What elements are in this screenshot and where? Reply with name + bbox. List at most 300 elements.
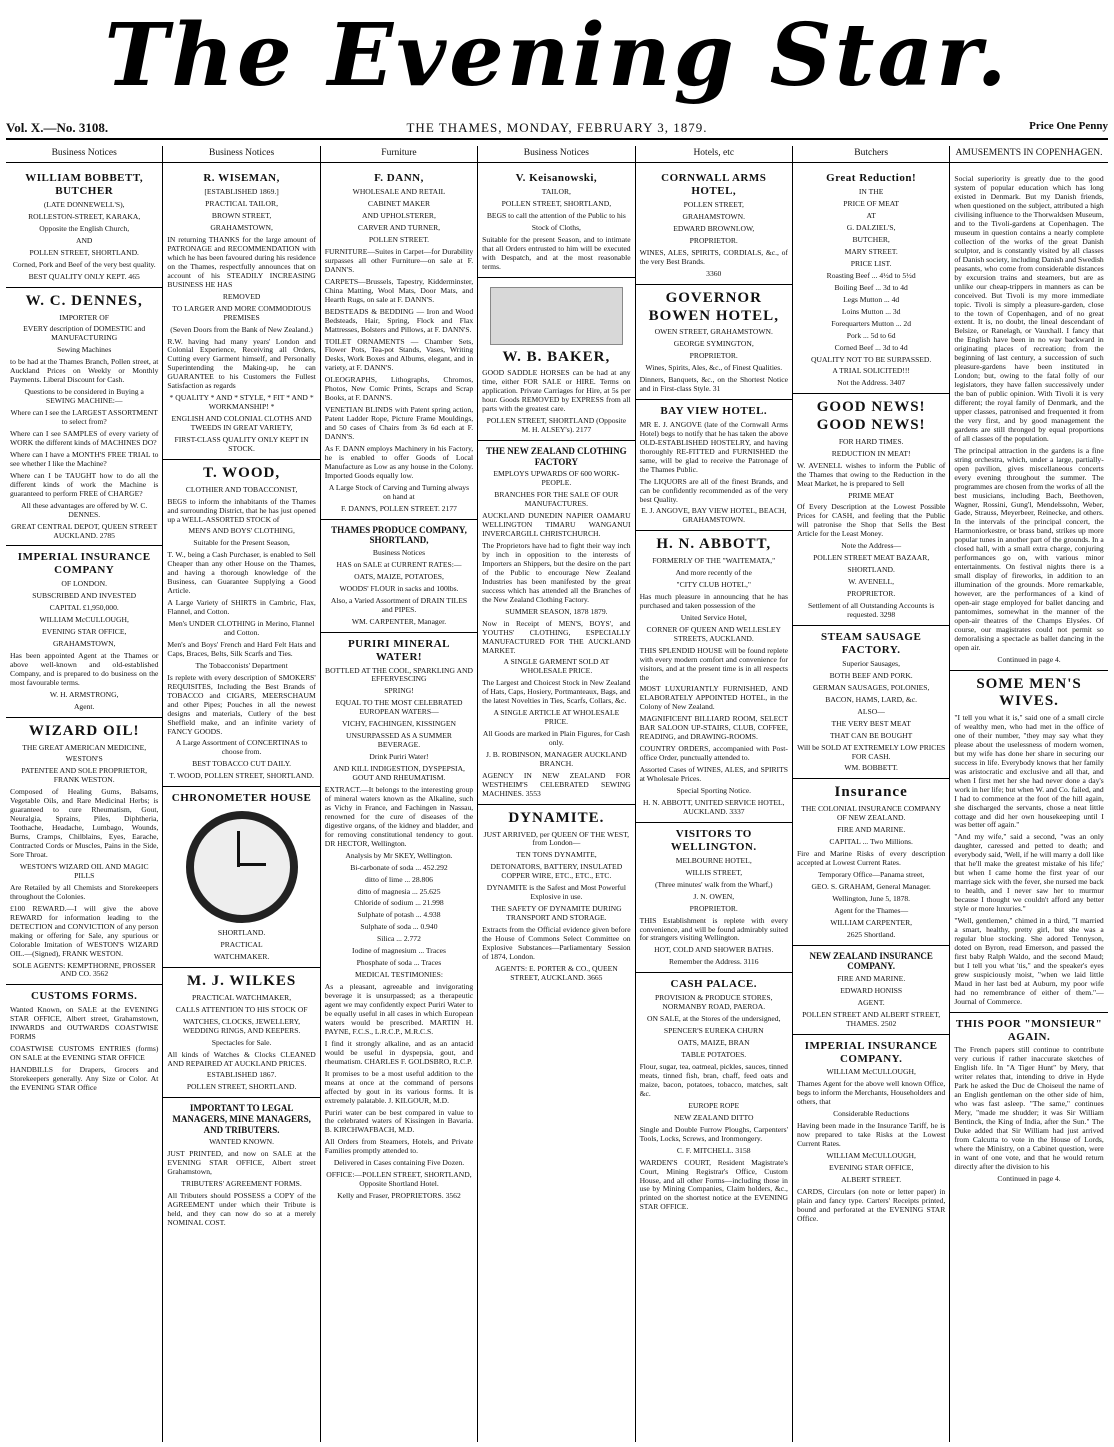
advertisement-text: ROLLESTON-STREET, KARAKA, xyxy=(28,212,141,222)
newspaper-title: The Evening Star. xyxy=(104,5,1010,106)
advertisement-text: BEGS to inform the inhabitants of the Thames and surrounding District, that he has just opened up a WELL-ASSORTED STOCK of xyxy=(167,496,316,524)
advertisement xyxy=(321,167,477,519)
newspaper-columns xyxy=(6,146,1108,1442)
advertisement-text: J. B. ROBINSON, MANAGER AUCKLAND BRANCH. xyxy=(486,750,627,769)
advertisement-text: WOODS' FLOUR in sacks and 100lbs. xyxy=(339,583,459,593)
advertisement-text: VICHY, FACHINGEN, KISSINGEN xyxy=(341,719,456,729)
advertisement-text: (Seven Doors from the Bank of New Zealand.) xyxy=(170,324,313,334)
advertisement-text: ALBERT STREET. xyxy=(841,1175,902,1184)
advertisement-text: BROWN STREET, xyxy=(211,211,272,221)
advertisement-text: ENGLISH AND COLONIAL CLOTHS AND TWEEDS IN GREAT VARIETY, xyxy=(171,414,312,433)
advertisement-text: GREAT CENTRAL DEPOT, QUEEN STREET AUCKLAND. 2785 xyxy=(11,521,158,540)
advertisement-text: Dinners, Banquets, &c., on the Shortest Notice and in First-class Style. 31 xyxy=(639,375,788,393)
column-heading: AMUSEMENTS IN COPENHAGEN. xyxy=(950,146,1107,163)
advertisement-text: A Large Variety of SHIRTS in Cambric, Flax, Flannel, and Cotton. xyxy=(167,598,316,617)
price: Price One Penny xyxy=(1029,120,1108,132)
column-4 xyxy=(478,146,635,1442)
clock-icon xyxy=(186,811,298,923)
advertisement-text: [ESTABLISHED 1869.] xyxy=(204,187,279,197)
advertisement-text: WILLIAM McCULLOUGH, xyxy=(39,615,129,625)
advertisement xyxy=(163,460,319,787)
advertisement xyxy=(793,946,949,1035)
advertisement-text: Composed of Healing Gums, Balsams, Vegetable Oils, and Rare Medicinal Herbs; is guaranteed to cure Rheumatism, Gout, Neuralgia, Sprains, Piles, Diphtheria, Toothache, Headache, Lumbago, Wounds, Burns, Cramps, Chilblains, Eyes, Earache, Contracted Cords or Muscles, Pains in the Side, Sore Throat. xyxy=(10,787,159,860)
advertisement-title: W. C. DENNES, xyxy=(25,292,143,309)
advertisement-text: CARVER AND TURNER, xyxy=(357,223,441,233)
advertisement-text: UNSURPASSED AS A SUMMER BEVERAGE. xyxy=(346,731,452,750)
volume-number: Vol. X.—No. 3108. xyxy=(6,120,109,135)
advertisement-text: F. DANN'S, POLLEN STREET. 2177 xyxy=(340,503,457,513)
advertisement-text: OF LONDON. xyxy=(61,579,107,589)
advertisement-text: to be had at the Thames Branch, Pollen street, at Auckland Prices on Weekly or Monthly Payments. Liberal Discount for Cash. xyxy=(10,357,159,385)
advertisement-text: Legs Mutton ... 4d xyxy=(843,294,900,304)
advertisement-title: NEW ZEALAND INSURANCE COMPANY. xyxy=(809,950,933,972)
advertisement-text: G. DALZIEL'S, xyxy=(846,223,896,233)
advertisement-text: I find it strongly alkaline, and as an antacid would be useful in dyspepsia, gout, and rheumatism. CHARLES F. GOLDSBRO, R.C.P. xyxy=(324,1038,474,1066)
advertisement-text: OLEOGRAPHS, Lithographs, Chromos, Photos, New Comic Prints, Scraps and Scrap Books, at F. DANN'S. xyxy=(324,375,474,403)
advertisement-text: Spectacles for Sale. xyxy=(211,1037,272,1047)
advertisement-text: THIS Establishment is replete with every convenience, and will be found admirably suited for strangers visiting Wellington. xyxy=(639,915,788,943)
advertisement-title: M. J. WILKES xyxy=(186,973,297,990)
advertisement-text: POLLEN STREET. xyxy=(368,234,430,244)
advertisement-text: BEST QUALITY ONLY KEPT. 465 xyxy=(28,271,140,281)
advertisement-title: THAMES PRODUCE COMPANY, SHORTLAND, xyxy=(331,524,467,546)
advertisement-text: Delivered in Cases containing Five Dozen. xyxy=(333,1158,465,1168)
advertisement-text: A TRIAL SOLICITED!!! xyxy=(832,366,910,376)
column-5 xyxy=(636,146,793,1442)
advertisement-text: United Service Hotel, xyxy=(680,612,747,622)
dateline xyxy=(6,118,1108,140)
advertisement-text: All Tributers should POSSESS a COPY of the AGREEMENT under which their Tribute is held, and they can now do so at a merely NOMINAL COST. xyxy=(167,1190,316,1227)
column-heading: Business Notices xyxy=(478,146,634,163)
advertisement-text: AND UPHOLSTERER, xyxy=(362,211,436,221)
advertisement-title: H. N. ABBOTT, xyxy=(656,536,772,553)
advertisement-text: WARDEN'S COURT, Resident Magistrate's Court, Mining Registrar's Office, Custom House, and all other Forms—including those in use by Mining Companies, Claim holders, &c., printed on the shortest notice at the EVENING STAR OFFICE. xyxy=(639,1157,788,1212)
advertisement-text: AGENT. xyxy=(857,997,885,1007)
advertisement-text: H. N. ABBOTT, UNITED SERVICE HOTEL, AUCKLAND. 3337 xyxy=(642,797,785,816)
advertisement-text: TOILET ORNAMENTS — Chamber Sets, Flower Pots, Tea-pot Stands, Vases, Writing Desks, Work Boxes and Albums, elegant, and in variety, at F. DANN'S. xyxy=(324,336,474,373)
advertisement-text: THE VERY BEST MEAT xyxy=(831,718,911,728)
advertisement xyxy=(163,167,319,460)
advertisement xyxy=(163,1098,319,1232)
advertisement xyxy=(950,671,1107,1013)
advertisement-text: J. N. OWEN, xyxy=(693,891,735,901)
masthead xyxy=(0,0,1114,112)
advertisement-text: Settlement of all Outstanding Accounts is requested. 3298 xyxy=(807,601,935,619)
column-7 xyxy=(950,146,1107,1442)
advertisement-text: "Well, gentlemen," chimed in a third, "I married a smart, healthy, pretty girl, but she was a regular blue stocking. She adored Tennyson, doted on Byron, read Emerson, and passed the first baby Ralph Waldo, and the second Maud; but I tell you what 'tis," and the speaker's eyes grew suspiciously moist, "when we laid little Maud in her last bed at Auburn, my poor wife had no remembrance of either of them."—Journal of Commerce. xyxy=(954,916,1104,1006)
advertisement xyxy=(6,288,162,547)
advertisement-text: BEGS to call the attention of the Public to his xyxy=(486,211,626,221)
advertisement-text: The Tobacconists' Department xyxy=(195,660,288,670)
advertisement-text: Iodine of magnesium ... Traces xyxy=(352,946,446,956)
advertisement-text: SUBSCRIBED AND INVESTED xyxy=(32,591,137,601)
advertisement xyxy=(6,718,162,986)
advertisement-text: THE GREAT AMERICAN MEDICINE, xyxy=(22,742,147,752)
advertisement-text: WESTON'S xyxy=(65,754,103,764)
advertisement-text: AUCKLAND DUNEDIN NAPIER OAMARU WELLINGTON TIMARU WANGANUI INVERCARGILL CHRISTCHURCH. xyxy=(482,511,631,539)
advertisement-text: Has been appointed Agent at the Thames or above well-known and old-established Company, and is prepared to do business on the most favourable terms. xyxy=(10,651,159,687)
advertisement-title: T. WOOD, xyxy=(203,464,281,481)
advertisement-text: DETONATORS, BATTERY, INSULATED COPPER WIRE, ETC., ETC., ETC. xyxy=(490,862,623,881)
advertisement-text: WM. CARPENTER, Manager. xyxy=(351,616,447,626)
advertisement-text: Not the Address. 3407 xyxy=(837,378,906,388)
advertisement xyxy=(636,400,792,531)
advertisement-title: THE NEW ZEALAND CLOTHING FACTORY xyxy=(486,446,627,467)
advertisement-title: CUSTOMS FORMS. xyxy=(30,990,138,1003)
advertisement-text: ditto of magnesia ... 25.625 xyxy=(357,886,441,896)
advertisement-text: FIRE AND MARINE. xyxy=(837,825,906,835)
advertisement-text: Thames Agent for the above well known Office, begs to inform the Merchants, Householders and others, that xyxy=(796,1079,946,1107)
advertisement-text: "CITY CLUB HOTEL," xyxy=(676,579,751,589)
advertisement-text: (LATE DONNEWELL'S), xyxy=(43,200,125,210)
advertisement-text: Bi-carbonate of soda ... 452.292 xyxy=(350,862,448,872)
advertisement-text: TAILOR, xyxy=(541,187,571,197)
advertisement-text: A Large Assortment of CONCERTINAS to choose from. xyxy=(175,738,308,757)
column-heading: Butchers xyxy=(793,146,949,163)
advertisement-text: NEW ZEALAND DITTO xyxy=(674,1112,754,1122)
advertisement-text: JUST ARRIVED, per QUEEN OF THE WEST, from London— xyxy=(483,829,630,848)
advertisement-title: R. WISEMAN, xyxy=(203,172,280,185)
advertisement-text: FURNITURE—Suites in Carpet—for Durability surpasses all other Furniture—on sale at F. DANN'S. xyxy=(324,246,474,274)
advertisement xyxy=(950,1013,1107,1189)
advertisement xyxy=(636,167,792,285)
advertisement-text: Corned, Pork and Beef of the very best quality. xyxy=(12,259,156,269)
advertisement-text: PROPRIETOR. xyxy=(689,236,738,245)
advertisement-title: CASH PALACE. xyxy=(670,978,757,991)
advertisement-text: R.W. having had many years' London and Colonial Experience, Receiving all Orders, Cutting every Garment himself, and Personally Superintending the Making-up, he can GUARANTEE to his Customers the Fullest Satisfaction as regards xyxy=(167,336,316,391)
column-heading: Furniture xyxy=(321,146,477,163)
advertisement-text: (Three minutes' walk from the Wharf,) xyxy=(654,879,773,889)
advertisement-text: Continued in page 4. xyxy=(997,654,1061,664)
advertisement-text: CABINET MAKER xyxy=(367,199,431,209)
advertisement-text: POLLEN STREET, SHORTLAND, xyxy=(501,199,612,209)
advertisement-text: W. H. ARMSTRONG, xyxy=(49,689,119,699)
advertisement-title: BAY VIEW HOTEL. xyxy=(660,404,768,417)
advertisement-text: Chloride of sodium ... 21.998 xyxy=(354,898,444,908)
advertisement-text: Assorted Cases of WINES, ALES, and SPIRITS at Wholesale Prices. xyxy=(639,765,788,784)
advertisement-text: WILLIS STREET, xyxy=(685,867,743,877)
advertisement-text: IN returning THANKS for the large amount of PATRONAGE and RECOMMENDATION with which he has been favoured during his residence on the Thames, respectfully announces that on account of his STEADILY INCREASING BUSINESS HE HAS xyxy=(167,234,316,289)
advertisement-text: EVERY description of DOMESTIC and MANUFACTURING xyxy=(23,324,146,343)
advertisement-text: Roasting Beef ... 4½d to 5½d xyxy=(826,270,916,280)
advertisement-text: MARY STREET. xyxy=(844,246,898,256)
advertisement-title: GOVERNOR BOWEN HOTEL, xyxy=(648,289,779,324)
advertisement-text: MAGNIFICENT BILLIARD ROOM, SELECT BAR SALOON UP-STAIRS, CLUB, COFFEE, READING, and DRAWING-ROOMS. xyxy=(639,714,788,742)
advertisement-text: AND xyxy=(75,236,93,245)
advertisement-text: CAPITAL ... Two Millions. xyxy=(829,836,913,846)
column-heading: Business Notices xyxy=(163,146,319,163)
advertisement-text: And more recently of the xyxy=(675,568,752,577)
advertisement-text: Where can I be TAUGHT how to do all the different kinds of work the Machine is guaranteed to perform FREE of CHARGE? xyxy=(10,470,159,498)
advertisement-text: COUNTRY ORDERS, accompanied with Post-office Order, punctually attended to. xyxy=(639,744,788,763)
advertisement-text: Remember the Address. 3116 xyxy=(668,957,759,967)
column-2 xyxy=(163,146,320,1442)
advertisement-text: WILLIAM McCULLOUGH, xyxy=(826,1151,916,1161)
advertisement-text: EVENING STAR OFFICE, xyxy=(41,627,127,637)
advertisement-text: Continued in page 4. xyxy=(997,1173,1061,1183)
advertisement-text: MELBOURNE HOTEL, xyxy=(675,855,752,865)
advertisement-text: OATS, MAIZE, POTATOES, xyxy=(354,571,444,581)
advertisement-text: PRACTICAL WATCHMAKER, xyxy=(192,992,292,1002)
advertisement-text: AGENTS: E. PORTER & CO., QUEEN STREET, AUCKLAND. 3665 xyxy=(495,963,618,982)
advertisement-text: BRANCHES FOR THE SALE OF OUR MANUFACTURES. xyxy=(494,490,619,509)
advertisement-text: "And my wife," said a second, "was an only daughter, caressed and petted to death; and everybody said, 'Well, if he will marry a doll like that he'll make the greatest mistake of his life;' but when I came home the first year of our marriage sick with the fever, she nursed me back to health, and I never saw her to murmur because I thought we couldn't afford any better style or more luxuries." xyxy=(954,832,1104,914)
advertisement-text: POLLEN STREET, SHORTLAND. xyxy=(29,247,139,257)
advertisement-text: BOTH BEEF AND PORK. xyxy=(829,670,913,680)
advertisement-text: The Proprietors have had to fight their way inch by inch in opposition to the interests of Importers an Shippers, but the desire on the part of the Public to encourage New Zealand Industries has been manifested by the great success which has attended all the Branches of the New Zealand Clothing Factory. xyxy=(482,541,631,604)
advertisement-text: Superior Sausages, xyxy=(842,658,901,668)
advertisement-text: GRAHAMSTOWN, xyxy=(52,639,116,649)
advertisement-text: A SINGLE ARTICLE AT WHOLESALE PRICE. xyxy=(493,708,620,727)
advertisement-title: WILLIAM BOBBETT, BUTCHER xyxy=(25,172,144,198)
advertisement-text: CORNER OF QUEEN AND WELLESLEY STREETS, AUCKLAND. xyxy=(646,624,781,643)
advertisement-text: A Large Stock of Carving and Turning always on hand at xyxy=(328,482,470,501)
advertisement-text: C. F. MITCHELL. 3158 xyxy=(676,1145,751,1155)
advertisement-text: GEORGE SYMINGTON, xyxy=(673,339,754,349)
advertisement-title: WIZARD OIL! xyxy=(28,722,140,739)
advertisement-title: SOME MEN'S WIVES. xyxy=(976,675,1082,710)
advertisement-text: BEDSTEADS & BEDDING — Iron and Wood Bedsteads, Hair, Spring, Flock and Flax Mattresses, Bolsters and Pillows, at F. DANN'S. xyxy=(324,306,474,334)
advertisement-text: Special Sporting Notice. xyxy=(676,786,751,796)
advertisement-text: CARPETS—Brussels, Tapestry, Kidderminster, China Matting, Wool Mats, Door Mats, and Hearth Rugs, on sale at F. DANN'S. xyxy=(324,276,474,304)
advertisement-text: Men's UNDER CLOTHING in Merino, Flannel and Cotton. xyxy=(168,619,315,637)
advertisement-text: TEN TONS DYNAMITE, xyxy=(516,850,597,860)
advertisement-text: EXTRACT.—It belongs to the interesting group of mineral waters known as the Alkaline, such as Vichy in France, and Fachingen in Nassau, renowned for the cure of diseases of the digestive organs, of the kidney and bladder, and for removing constitutional tendency to gout. DR HECTOR, Wellington. xyxy=(324,784,474,848)
advertisement-text: Wines, Spirits, Ales, &c., of Finest Qualities. xyxy=(645,363,783,373)
advertisement-text: EUROPE ROPE xyxy=(688,1100,740,1110)
advertisement xyxy=(793,626,949,779)
advertisement-text: POLLEN STREET, xyxy=(683,200,744,210)
advertisement-text: All Orders from Steamers, Hotels, and Private Families promptly attended to. xyxy=(324,1137,474,1156)
advertisement-text: ON SALE, at the Stores of the undersigned, xyxy=(647,1014,781,1024)
advertisement-text: Suitable for the Present Season, xyxy=(193,538,290,548)
advertisement-text: EDWARD BROWNLOW, xyxy=(673,224,755,234)
advertisement-text: TRIBUTERS' AGREEMENT FORMS. xyxy=(181,1179,302,1189)
column-heading: Hotels, etc xyxy=(636,146,792,163)
advertisement-text: The LIQUORS are all of the finest Brands, and can be confidently recommended as of the very best Quality. xyxy=(639,476,788,504)
advertisement-text: SPRING! xyxy=(384,686,414,696)
advertisement-title: Insurance xyxy=(834,784,908,801)
advertisement-text: BOTTLED AT THE COOL, SPARKLING AND EFFERVESCING xyxy=(325,665,473,684)
advertisement-text: Sewing Machines xyxy=(57,345,112,355)
advertisement-text: Sulphate of soda ... 0.940 xyxy=(360,922,438,932)
advertisement-text: EDWARD HONISS xyxy=(840,985,903,995)
advertisement xyxy=(163,968,319,1098)
advertisement-text: WHOLESALE AND RETAIL xyxy=(352,187,446,197)
advertisement-text: Single and Double Furrow Ploughs, Carpenters' Tools, Locks, Screws, and Ironmongery. xyxy=(639,1124,788,1143)
advertisement-text: FORMERLY OF THE "WAITEMATA," xyxy=(652,556,776,566)
issue-date: THE THAMES, MONDAY, FEBRUARY 3, 1879. xyxy=(406,120,708,135)
advertisement-text: AGENCY IN NEW ZEALAND FOR WESTHEIM'S CELEBRATED SEWING MACHINES. 3553 xyxy=(482,770,631,798)
advertisement-text: As a pleasant, agreeable and invigorating beverage it is unsurpassed; as a therapeutic agent we may confidently expect Puriri Water to be equally useful in all cases in which European waters would be prescribed. MARTIN H. PAYNE, F.C.S., L.R.C.P., M.R.C.S. xyxy=(324,982,474,1036)
advertisement-text: GOOD SADDLE HORSES can be had at any time, either FOR SALE or HIRE. Terms on application. Private Carriages for Hire, at 5s per hour. Goods REMOVED by EXPRESS from all parts with the greatest care. xyxy=(482,368,631,414)
advertisement-text: OWEN STREET, GRAHAMSTOWN. xyxy=(654,327,773,337)
advertisement-text: It promises to be a most useful addition to the means at once at the command of persons affected by gout in its various forms. It is extremely palatable. J. KILGOUR, M.D. xyxy=(324,1068,474,1105)
advertisement-title: IMPERIAL INSURANCE COMPANY. xyxy=(804,1039,938,1065)
advertisement-text: T. WOOD, POLLEN STREET, SHORTLAND. xyxy=(169,771,314,781)
advertisement-text: SUMMER SEASON, 1878 1879. xyxy=(505,606,608,616)
advertisement xyxy=(321,633,477,1207)
advertisement-text: Is replete with every description of SMOKERS' REQUISITES, Including the Best Brands of TOBACCO and CIGARS, MEERSCHAUM and other Pipes; Pouches in all the newest designs and materials, Cutlery of the best Sheffield make, and an infinite variety of FANCY GOODS. xyxy=(167,672,316,736)
advertisement-text: SOLE AGENTS: KEMPTHORNE, PROSSER AND CO. 3562 xyxy=(12,960,156,979)
advertisement-text: QUALITY NOT TO BE SURPASSED. xyxy=(810,354,932,364)
advertisement-text: VENETIAN BLINDS with Patent spring action, Patent Ladder Rope, Picture Frame Mouldings, and 50 cases of Chairs from 3s 6d each at F. DANN'S. xyxy=(324,405,474,442)
advertisement-text: DYNAMITE is the Safest and Most Powerful Explosive in use. xyxy=(486,883,626,902)
carriage-illustration xyxy=(490,287,622,345)
advertisement-text: Loins Mutton ... 3d xyxy=(841,306,901,316)
advertisement xyxy=(478,441,634,805)
advertisement-text: CLOTHIER AND TOBACCONIST, xyxy=(185,484,298,494)
advertisement-text: THE SAFETY OF DYNAMITE DURING TRANSPORT AND STORAGE. xyxy=(491,904,622,923)
advertisement-text: Analysis by Mr SKEY, Wellington. xyxy=(345,850,453,860)
advertisement-text: EVENING STAR OFFICE, xyxy=(828,1163,914,1173)
advertisement xyxy=(321,520,477,633)
advertisement-text: Forequarters Mutton ... 2d xyxy=(831,318,912,328)
advertisement-text: Drink Puriri Water! xyxy=(369,752,429,762)
advertisement-text: MR E. J. ANGOVE (late of the Cornwall Arms Hotel) begs to notify that he has taken the above OLD-ESTABLISHED HOSTELRY, and having thoroughly RE-FITTED and FURNISHED the same, will be glad to receive the Patronage of the Thames Public. xyxy=(639,419,788,474)
advertisement-text: Of Every Description at the Lowest Possible Prices for CASH, and feeling that the Public will patronise the Shop that Sells the Best Article for the Least Money. xyxy=(796,502,946,539)
advertisement-text: BUTCHER, xyxy=(852,234,890,244)
advertisement-text: SHORTLAND. xyxy=(217,928,266,938)
advertisement-text: ditto of lime ... 28.806 xyxy=(365,874,433,884)
advertisement-text: Where can I have a MONTH'S FREE TRIAL to see whether I like the Machine? xyxy=(10,449,159,468)
advertisement xyxy=(6,167,162,288)
advertisement-text: 2625 Shortland. xyxy=(846,929,896,939)
advertisement-text: PRICE LIST. xyxy=(850,258,892,268)
advertisement xyxy=(636,823,792,973)
advertisement-title: Great Reduction! xyxy=(826,172,917,185)
advertisement-text: Boiling Beef ... 3d to 4d xyxy=(834,282,908,292)
column-6 xyxy=(793,146,950,1442)
advertisement-title: PURIRI MINERAL WATER! xyxy=(347,637,450,663)
advertisement-text: Pork ... 5d to 6d xyxy=(846,330,896,340)
advertisement-text: E. J. ANGOVE, BAY VIEW HOTEL, BEACH, GRAHAMSTOWN. xyxy=(641,506,787,525)
advertisement-text: Silica ... 2.772 xyxy=(377,934,421,944)
advertisement xyxy=(6,546,162,717)
advertisement-text: PROPRIETOR. xyxy=(689,903,738,913)
advertisement xyxy=(478,167,634,278)
advertisement-text: IN THE xyxy=(858,187,884,197)
advertisement-text: THAT CAN BE BOUGHT xyxy=(829,730,913,740)
advertisement-text: Note the Address— xyxy=(841,541,902,551)
advertisement-title: GOOD NEWS! GOOD NEWS! xyxy=(816,399,926,434)
advertisement-text: GRAHAMSTOWN, xyxy=(210,223,273,233)
advertisement-text: PATENTEE AND SOLE PROPRIETOR, FRANK WESTON. xyxy=(21,766,148,785)
advertisement-text: BACON, HAMS, LARD, &c. xyxy=(825,694,918,704)
advertisement-title: F. DANN, xyxy=(374,172,424,185)
advertisement-text: Also, a Varied Assortment of DRAIN TILES and PIPES. xyxy=(330,595,468,614)
advertisement xyxy=(793,779,949,945)
advertisement-text: THE COLONIAL INSURANCE COMPANY OF NEW ZEALAND. xyxy=(801,804,941,823)
advertisement-title: STEAM SAUSAGE FACTORY. xyxy=(820,630,922,656)
advertisement-text: Wanted Known, on SALE at the EVENING STAR OFFICE, Albert street, Grahamstown, INWARDS and OUTWARDS COASTWISE FORMS xyxy=(10,1005,159,1042)
advertisement-text: Business Notices xyxy=(372,547,426,557)
advertisement-text: Corned Beef ... 3d to 4d xyxy=(834,342,908,352)
advertisement-text: PROVISION & PRODUCE STORES, NORMANBY ROAD, PAEROA. xyxy=(654,993,773,1012)
advertisement-text: CALLS ATTENTION TO HIS STOCK OF xyxy=(175,1004,308,1014)
advertisement xyxy=(793,1035,949,1229)
advertisement-text: W. AVENELL, xyxy=(848,577,895,587)
advertisement-text: AT xyxy=(866,211,876,221)
advertisement-text: Wellington, June 5, 1878. xyxy=(832,893,911,903)
advertisement-text: HANDBILLS for Drapers, Grocers and Storekeepers generally. Any Size or Color. At the EVENING STAR Office xyxy=(10,1065,159,1092)
advertisement-text: * QUALITY * AND * STYLE, * FIT * AND * WORKMANSHIP! * xyxy=(169,393,314,412)
advertisement-text: SHORTLAND. xyxy=(847,565,895,575)
column-3 xyxy=(321,146,478,1442)
advertisement-text: COASTWISE CUSTOMS ENTRIES (forms) ON SALE at the EVENING STAR OFFICE xyxy=(10,1044,159,1063)
advertisement-text: AND KILL INDIGESTION, DYSPEPSIA, GOUT AND RHEUMATISM. xyxy=(332,764,465,783)
advertisement-text: T. W., being a Cash Purchaser, is enabled to Sell Cheaper than any other House on the Thames, and having a thorough knowledge of the Business, can Guarantee Supplying a Good Article. xyxy=(167,550,316,596)
advertisement-text: WESTON'S WIZARD OIL AND MAGIC PILLS xyxy=(19,861,149,880)
advertisement-text: PRIME MEAT xyxy=(848,490,895,500)
advertisement xyxy=(636,285,792,400)
advertisement-text: TABLE POTATOES. xyxy=(681,1050,747,1060)
advertisement-text: REDUCTION IN MEAT! xyxy=(831,448,911,458)
advertisement-text: HOT, COLD AND SHOWER BATHS. xyxy=(654,945,774,955)
advertisement-text: ALSO— xyxy=(857,706,885,716)
advertisement-text: OFFICE:—POLLEN STREET, SHORTLAND, Opposite Shortland Hotel. xyxy=(326,1170,472,1189)
advertisement-text: SPENCER'S EUREKA CHURN xyxy=(663,1026,764,1036)
advertisement xyxy=(478,278,634,441)
advertisement-text: Where can I see the LARGEST ASSORTMENT to select from? xyxy=(10,408,158,427)
advertisement-text: Now in Receipt of MEN'S, BOYS', and YOUTHS' CLOTHING, ESPECIALLY MANUFACTURED FOR THE AUCKLAND MARKET. xyxy=(482,618,631,655)
advertisement-text: WATCHES, CLOCKS, JEWELLERY, WEDDING RINGS, AND KEEPERS. xyxy=(182,1016,301,1035)
advertisement-text: PRACTICAL TAILOR, xyxy=(205,199,278,209)
advertisement-title: CHRONOMETER HOUSE xyxy=(171,792,312,805)
advertisement-text: POLLEN STREET, SHORTLAND. xyxy=(186,1082,297,1092)
advertisement-text: PROPRIETOR. xyxy=(689,351,738,361)
advertisement-text: ESTABLISHED 1867. xyxy=(206,1070,277,1080)
advertisement-text: POLLEN STREET MEAT BAZAAR, xyxy=(813,553,930,563)
advertisement-text: WILLIAM McCULLOUGH, xyxy=(826,1067,916,1077)
advertisement-text: MEN'S AND BOYS' CLOTHING, xyxy=(188,526,295,536)
advertisement-text: THIS SPLENDID HOUSE will be found replete with every modern comfort and convenience for visitors, and at the present time is in all respects the xyxy=(639,645,788,682)
advertisement-title: CORNWALL ARMS HOTEL, xyxy=(661,172,767,198)
advertisement-text: Sulphate of potash ... 4.938 xyxy=(357,910,441,920)
advertisement-text: FIRE AND MARINE. xyxy=(837,973,906,983)
advertisement-text: Has much pleasure in announcing that he has purchased and taken possession of the xyxy=(639,591,788,610)
advertisement-text: PRACTICAL xyxy=(220,940,263,950)
advertisement xyxy=(793,394,949,626)
advertisement-text: FIRST-CLASS QUALITY ONLY KEPT IN STOCK. xyxy=(174,435,309,453)
advertisement-text: BEST TOBACCO CUT DAILY. xyxy=(192,759,292,769)
advertisement xyxy=(636,531,792,823)
advertisement-text: GERMAN SAUSAGES, POLONIES, xyxy=(812,682,930,692)
advertisement-text: Questions to be considered in Buying a SEWING MACHINE:— xyxy=(24,387,144,406)
advertisement-text: CARDS, Circulars (on note or letter paper) in plain and fancy type. Carters' Receipts printed, bound and perforated at the EVENING STAR Office. xyxy=(796,1186,946,1223)
advertisement-text: £100 REWARD.—I will give the above REWARD for information leading to the DETECTION and CONVICTION of any person making or offering for Sale, any spurious or Colorable Imitation of WESTON'S WIZARD OIL.—(Signed), FRANK WESTON. xyxy=(10,903,159,958)
advertisement-text: TO LARGER AND MORE COMMODIOUS PREMISES xyxy=(172,303,311,322)
advertisement xyxy=(636,973,792,1217)
advertisement xyxy=(950,167,1107,670)
advertisement-text: WANTED KNOWN. xyxy=(209,1137,275,1147)
advertisement-text: WM. BOBBETT. xyxy=(844,763,898,773)
advertisement-text: Are Retailed by all Chemists and Storekeepers throughout the Colonies. xyxy=(10,882,159,901)
advertisement-text: Puriri water can be best compared in value to the celebrated waters of Kissingen in Bavaria. B. KIRCHWAFBACH, M.D. xyxy=(324,1107,474,1135)
advertisement-text: All kinds of Watches & Clocks CLEANED AND REPAIRED AT AUCKLAND PRICES. xyxy=(167,1049,316,1068)
advertisement-text: As F. DANN employs Machinery in his Factory, he is enabled to offer Goods of Local Manufacture as Low as any house in the Colony. Imported Goods equally low. xyxy=(324,444,474,480)
advertisement-text: MOST LUXURIANTLY FURNISHED, AND ELABORATELY APPOINTED HOTEL, in the Colony of New Zealand. xyxy=(639,684,788,712)
advertisement-text: Opposite the English Church, xyxy=(39,224,130,234)
advertisement-text: GRAHAMSTOWN. xyxy=(682,212,746,222)
advertisement-text: JUST PRINTED, and now on SALE at the EVENING STAR OFFICE, Albert street Grahamstown, xyxy=(167,1149,316,1177)
advertisement-text: Having been made in the Insurance Tariff, he is now prepared to take Risks at the Lowest Current Rates. xyxy=(796,1121,946,1149)
advertisement-text: POLLEN STREET, SHORTLAND (Opposite M. H. ALSEY's). 2177 xyxy=(486,416,627,435)
advertisement-text: WILLIAM CARPENTER, xyxy=(830,917,913,927)
advertisement xyxy=(793,167,949,394)
advertisement-title: THIS POOR "MONSIEUR" AGAIN. xyxy=(955,1017,1103,1043)
advertisement-text: Men's and Boys' French and Hard Felt Hats and Caps, Braces, Belts, Silk Scarfs and Ties. xyxy=(167,639,316,658)
